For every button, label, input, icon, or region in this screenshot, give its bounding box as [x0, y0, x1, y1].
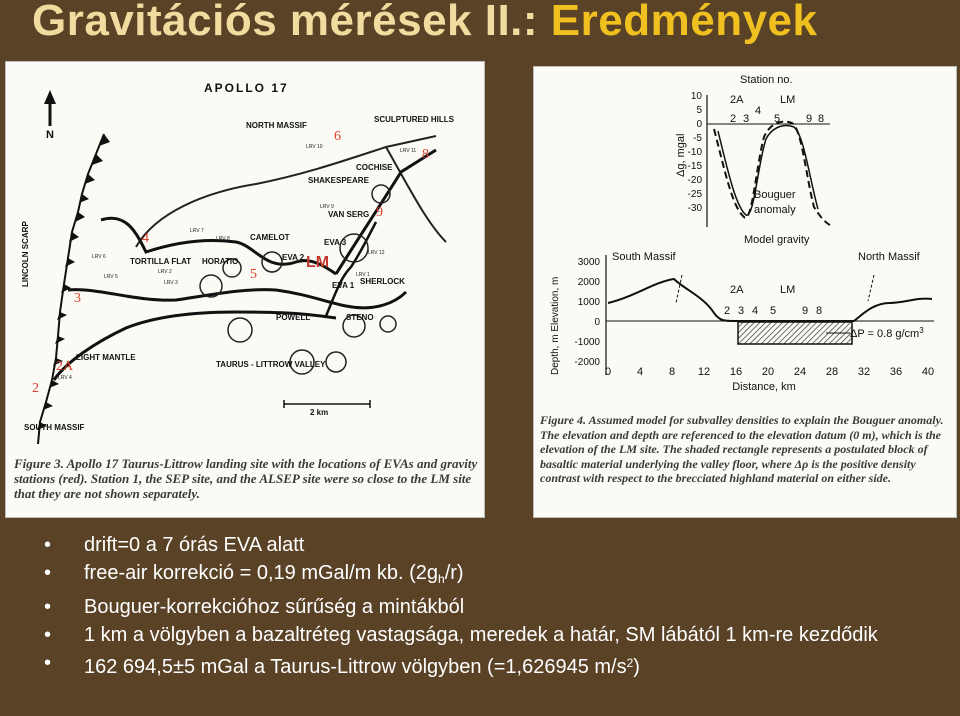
bottom-station-3: 3	[738, 305, 745, 317]
station-5: 5	[250, 267, 257, 282]
g-tick-m10: -10	[687, 147, 702, 158]
station-4: 4	[142, 231, 149, 246]
top-station-4: 4	[755, 105, 762, 117]
bottom-station-lm: LM	[780, 284, 796, 296]
model-gravity-label: Model gravity	[744, 234, 810, 246]
bouguer-label-1: Bouguer	[754, 189, 796, 201]
label-lrv10: LRV 10	[306, 144, 323, 150]
elevation-axis-label: Depth, m Elevation, m	[550, 276, 561, 375]
label-camelot: CAMELOT	[250, 233, 290, 242]
label-tortilla-flat: TORTILLA FLAT	[130, 257, 192, 266]
bottom-station-9: 9	[802, 305, 809, 317]
label-cochise: COCHISE	[356, 163, 393, 172]
north-massif-label: North Massif	[858, 251, 920, 263]
label-horatio: HORATIO	[202, 257, 239, 266]
bullet-bouguer	[0, 596, 960, 618]
top-station-lm: LM	[780, 94, 796, 106]
label-south-massif: SOUTH MASSIF	[24, 423, 85, 432]
top-station-5: 5	[774, 113, 781, 125]
bullet-bouguer-text: Bouguer-korrekcióhoz sűrűség a mintákból	[84, 596, 465, 618]
bottom-station-4: 4	[752, 305, 759, 317]
dist-tick-0: 0	[604, 366, 612, 378]
top-station-3: 3	[743, 113, 750, 125]
apollo17-map-drawing	[6, 62, 484, 517]
top-station-2: 2	[730, 113, 737, 125]
station-2: 2	[32, 381, 39, 396]
bullet-free-air-text: free-air korrekció = 0,19 mGal/m kb. (2g	[84, 562, 439, 584]
top-station-8: 8	[818, 113, 825, 125]
dist-tick-24: 24	[793, 366, 807, 378]
elev-tick-m2000: -2000	[574, 357, 600, 368]
bottom-station-8: 8	[816, 305, 823, 317]
bullet-gravity-value	[0, 652, 960, 678]
bottom-station-2: 2	[724, 305, 731, 317]
station-8: 8	[422, 147, 429, 162]
g-tick-5: 5	[696, 105, 702, 116]
station-9: 9	[376, 205, 383, 220]
label-taurus-littrow-valley: TAURUS - LITTROW VALLEY	[216, 360, 326, 369]
bullet-drift	[0, 534, 960, 556]
south-massif-label: South Massif	[612, 251, 676, 263]
distance-axis-label: Distance, km	[732, 381, 796, 393]
bullet-gravity-post: )	[633, 656, 640, 678]
top-station-9: 9	[806, 113, 813, 125]
elev-tick-1000: 1000	[577, 297, 600, 308]
bullet-drift-text: drift=0 a 7 órás EVA alatt	[84, 534, 305, 556]
dist-tick-28: 28	[825, 366, 839, 378]
label-lincoln-scarp: LINCOLN SCARP	[21, 221, 30, 287]
dist-tick-20: 20	[761, 366, 775, 378]
g-tick-0: 0	[696, 119, 702, 130]
north-arrow-icon	[44, 90, 56, 141]
label-lrv5: LRV 5	[104, 274, 118, 280]
elev-tick-2000: 2000	[577, 277, 600, 288]
label-eva1: EVA 1	[332, 281, 355, 290]
bullet-list	[0, 534, 960, 684]
g-tick-m5: -5	[693, 133, 702, 144]
elev-tick-0: 0	[594, 317, 600, 328]
bullet-free-air-sub: h	[438, 572, 445, 586]
scale-bar	[284, 400, 370, 408]
bouguer-label-2: anomaly	[754, 204, 796, 216]
bullet-free-air-post: /r)	[444, 562, 464, 584]
station-2a: 2A	[56, 359, 74, 374]
bullet-basalt	[0, 624, 960, 646]
g-tick-m15: -15	[687, 161, 702, 172]
label-lm: LM	[306, 254, 330, 271]
station-6: 6	[334, 129, 341, 144]
model-caption: Figure 4. Assumed model for subvalley densities to explain the Bouguer anomaly. The elevation and depth are referenced to the elevation datum (0 m), which is the elevation of the LM site. The shaded rectangle represents a postulated block of basaltic material underlying the valley floor, where Δρ is the positive density contrast with respect to the brecciated highland material on either side.	[540, 413, 944, 485]
label-shakespeare: SHAKESPEARE	[308, 176, 369, 185]
apollo17-map-figure	[5, 61, 485, 518]
elev-tick-m1000: -1000	[574, 337, 600, 348]
dist-tick-8: 8	[668, 366, 676, 378]
elev-tick-3000: 3000	[577, 257, 600, 268]
bullet-gravity-text: 162 694,5±5 mGal a Taurus-Littrow völgyben (=1,626945 m/s	[84, 656, 627, 678]
bullet-gravity-sup: 2	[626, 656, 634, 670]
bottom-station-2a: 2A	[730, 284, 744, 296]
map-header: APOLLO 17	[204, 81, 289, 95]
map-caption: Figure 3. Apollo 17 Taurus-Littrow landing site with the locations of EVAs and gravity stations (red). Station 1, the SEP site, and the ALSEP site were so close to the LM site that they are not shown separately.	[14, 456, 478, 501]
station-3: 3	[74, 291, 81, 306]
label-lrv7: LRV 7	[190, 228, 204, 234]
label-lrv11: LRV 11	[400, 148, 417, 154]
label-powell: POWELL	[276, 313, 311, 322]
g-tick-10: 10	[690, 91, 702, 102]
label-eva3: EVA 3	[324, 238, 347, 247]
bouguer-anomaly-curve	[718, 126, 818, 216]
label-scale: 2 km	[310, 408, 329, 417]
g-tick-m30: -30	[687, 203, 702, 214]
bullet-free-air	[0, 562, 960, 590]
label-light-mantle: LIGHT MANTLE	[76, 353, 136, 362]
label-sculptured-hills: SCULPTURED HILLS	[374, 115, 454, 124]
density-contrast-label: ΔP = 0.8 $g/cm^3$	[850, 326, 924, 340]
g-tick-m25: -25	[687, 189, 702, 200]
dist-tick-16: 16	[729, 366, 743, 378]
label-lrv8: LRV 8	[216, 236, 230, 242]
slide-title-part2: Eredmények	[550, 0, 818, 45]
slide-title	[32, 0, 817, 46]
bottom-station-5: 5	[770, 305, 777, 317]
label-van-serg: VAN SERG	[328, 210, 370, 219]
label-lrv4: LRV 4	[58, 375, 72, 381]
north-letter: N	[46, 129, 54, 141]
bullet-basalt-text: 1 km a völgyben a bazaltréteg vastagsága, meredek a határ, SM lábától 1 km-re kezdődik	[84, 624, 878, 646]
label-lrv2: LRV 2	[158, 269, 172, 275]
dist-tick-12: 12	[697, 366, 711, 378]
label-lrv3: LRV 3	[164, 280, 178, 286]
top-station-2a: 2A	[730, 94, 744, 106]
label-lrv9: LRV 9	[320, 204, 334, 210]
g-axis-label: Δg, mgal	[675, 133, 687, 177]
dist-tick-4: 4	[636, 366, 644, 378]
label-lrv12: LRV 12	[368, 250, 385, 256]
label-sherlock: SHERLOCK	[360, 277, 405, 286]
eva-traverse-middle	[68, 290, 406, 308]
station-no-label: Station no.	[740, 74, 793, 86]
label-north-massif: NORTH MASSIF	[246, 121, 307, 130]
dist-tick-40: 40	[921, 366, 935, 378]
dist-tick-36: 36	[889, 366, 903, 378]
g-tick-m20: -20	[687, 175, 702, 186]
label-lrv6: LRV 6	[92, 254, 106, 260]
label-lrv1: LRV 1	[356, 272, 370, 278]
gravity-model-figure	[533, 66, 957, 518]
label-eva2: EVA 2	[282, 253, 305, 262]
north-massif-edge	[136, 136, 436, 247]
slide-title-part1: Gravitációs mérések II.:	[32, 0, 551, 45]
label-steno: STENO	[346, 313, 374, 322]
dist-tick-32: 32	[857, 366, 871, 378]
